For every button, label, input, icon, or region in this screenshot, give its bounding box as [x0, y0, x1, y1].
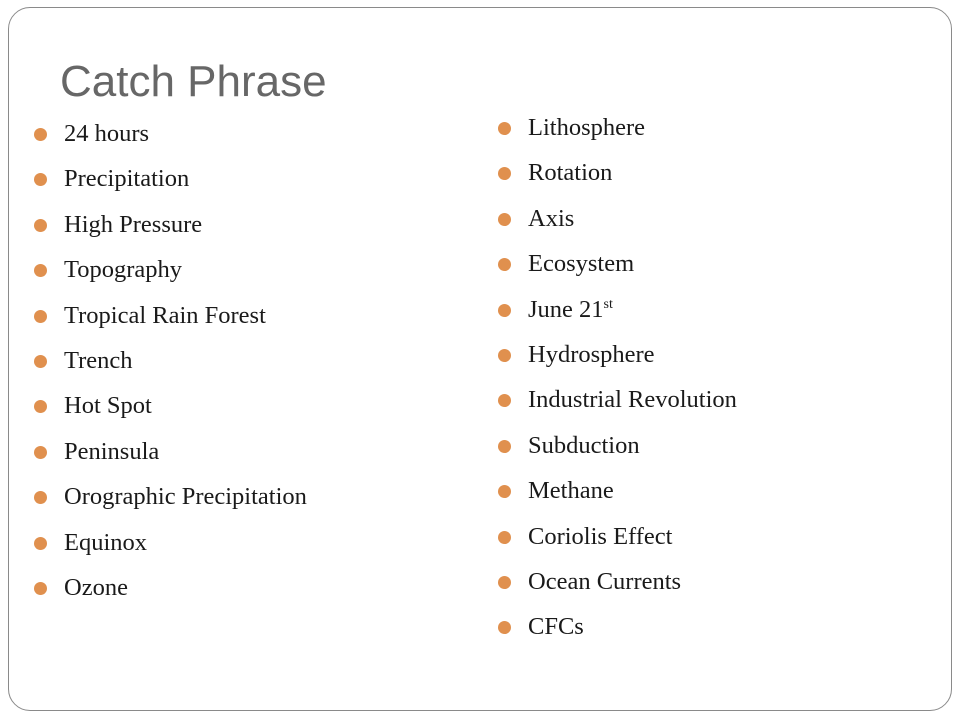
list-item: [34, 568, 307, 613]
bullet-icon: [498, 258, 511, 271]
list-item-text: Equinox: [64, 528, 148, 556]
bullet-icon: [498, 304, 511, 317]
slide-title: Catch Phrase: [60, 57, 327, 106]
list-item-text: June 21: [528, 295, 604, 323]
bullet-icon: [498, 122, 511, 135]
bullet-icon: [498, 213, 511, 226]
bullet-icon: [498, 531, 511, 544]
list-item: [34, 523, 307, 568]
list-item-text: Tropical Rain Forest: [64, 301, 266, 329]
list-item: [34, 114, 307, 159]
list-item-text: Ozone: [64, 573, 128, 601]
list-item: [34, 205, 307, 250]
list-item-text: Axis: [528, 204, 575, 232]
bullet-icon: [498, 349, 511, 362]
list-item: [34, 250, 307, 295]
list-item-text: Trench: [64, 346, 133, 374]
list-item-text: Lithosphere: [528, 114, 646, 141]
list-item-text: Industrial Revolution: [528, 386, 737, 414]
list-item: [34, 159, 307, 204]
bullet-icon: [34, 219, 47, 232]
bullet-icon: [34, 264, 47, 277]
list-item: [498, 108, 737, 153]
bullet-icon: [498, 167, 511, 180]
list-item: [498, 244, 737, 289]
bullet-icon: [498, 394, 511, 407]
list-item-text: Ecosystem: [528, 250, 635, 278]
list-item-text: Topography: [64, 256, 183, 284]
list-item-text: 24 hours: [64, 120, 150, 147]
list-item-text: Peninsula: [64, 437, 160, 465]
bullet-icon: [34, 173, 47, 186]
bullet-icon: [34, 582, 47, 595]
bullet-icon: [34, 446, 47, 459]
list-item: [34, 296, 307, 341]
bullet-icon: [34, 400, 47, 413]
list-item-text: Rotation: [528, 159, 613, 187]
list-item-text: Hot Spot: [64, 392, 152, 420]
list-item-text: Ocean Currents: [528, 567, 682, 595]
list-item-text: CFCs: [528, 613, 584, 641]
bullet-icon: [34, 537, 47, 550]
list-item-text: Orographic Precipitation: [64, 483, 307, 511]
list-item: [498, 471, 737, 516]
bullet-icon: [498, 485, 511, 498]
list-item: [498, 199, 737, 244]
bullet-icon: [34, 491, 47, 504]
list-item: [498, 290, 737, 335]
list-item: [498, 607, 737, 652]
list-item-text: Subduction: [528, 431, 640, 459]
list-item: [498, 517, 737, 562]
list-item: [498, 335, 737, 380]
list-item: [34, 477, 307, 522]
list-item-text: Hydrosphere: [528, 340, 655, 368]
bullet-icon: [498, 576, 511, 589]
list-item-text: Coriolis Effect: [528, 522, 673, 550]
list-item: [498, 380, 737, 425]
bullet-icon: [34, 310, 47, 323]
bullet-icon: [34, 128, 47, 141]
list-item: [498, 562, 737, 607]
superscript-text: st: [603, 296, 613, 312]
list-item-text: High Pressure: [64, 210, 203, 238]
list-item-text: Precipitation: [64, 165, 190, 193]
list-item: [34, 432, 307, 477]
list-item: [498, 426, 737, 471]
list-item-text: Methane: [528, 477, 614, 505]
list-item: [498, 153, 737, 198]
bullet-icon: [498, 440, 511, 453]
list-item: [34, 386, 307, 431]
bullet-icon: [498, 621, 511, 634]
bullet-icon: [34, 355, 47, 368]
list-item: [34, 341, 307, 386]
right-bullet-list: [498, 108, 737, 653]
left-bullet-list: [34, 114, 307, 613]
